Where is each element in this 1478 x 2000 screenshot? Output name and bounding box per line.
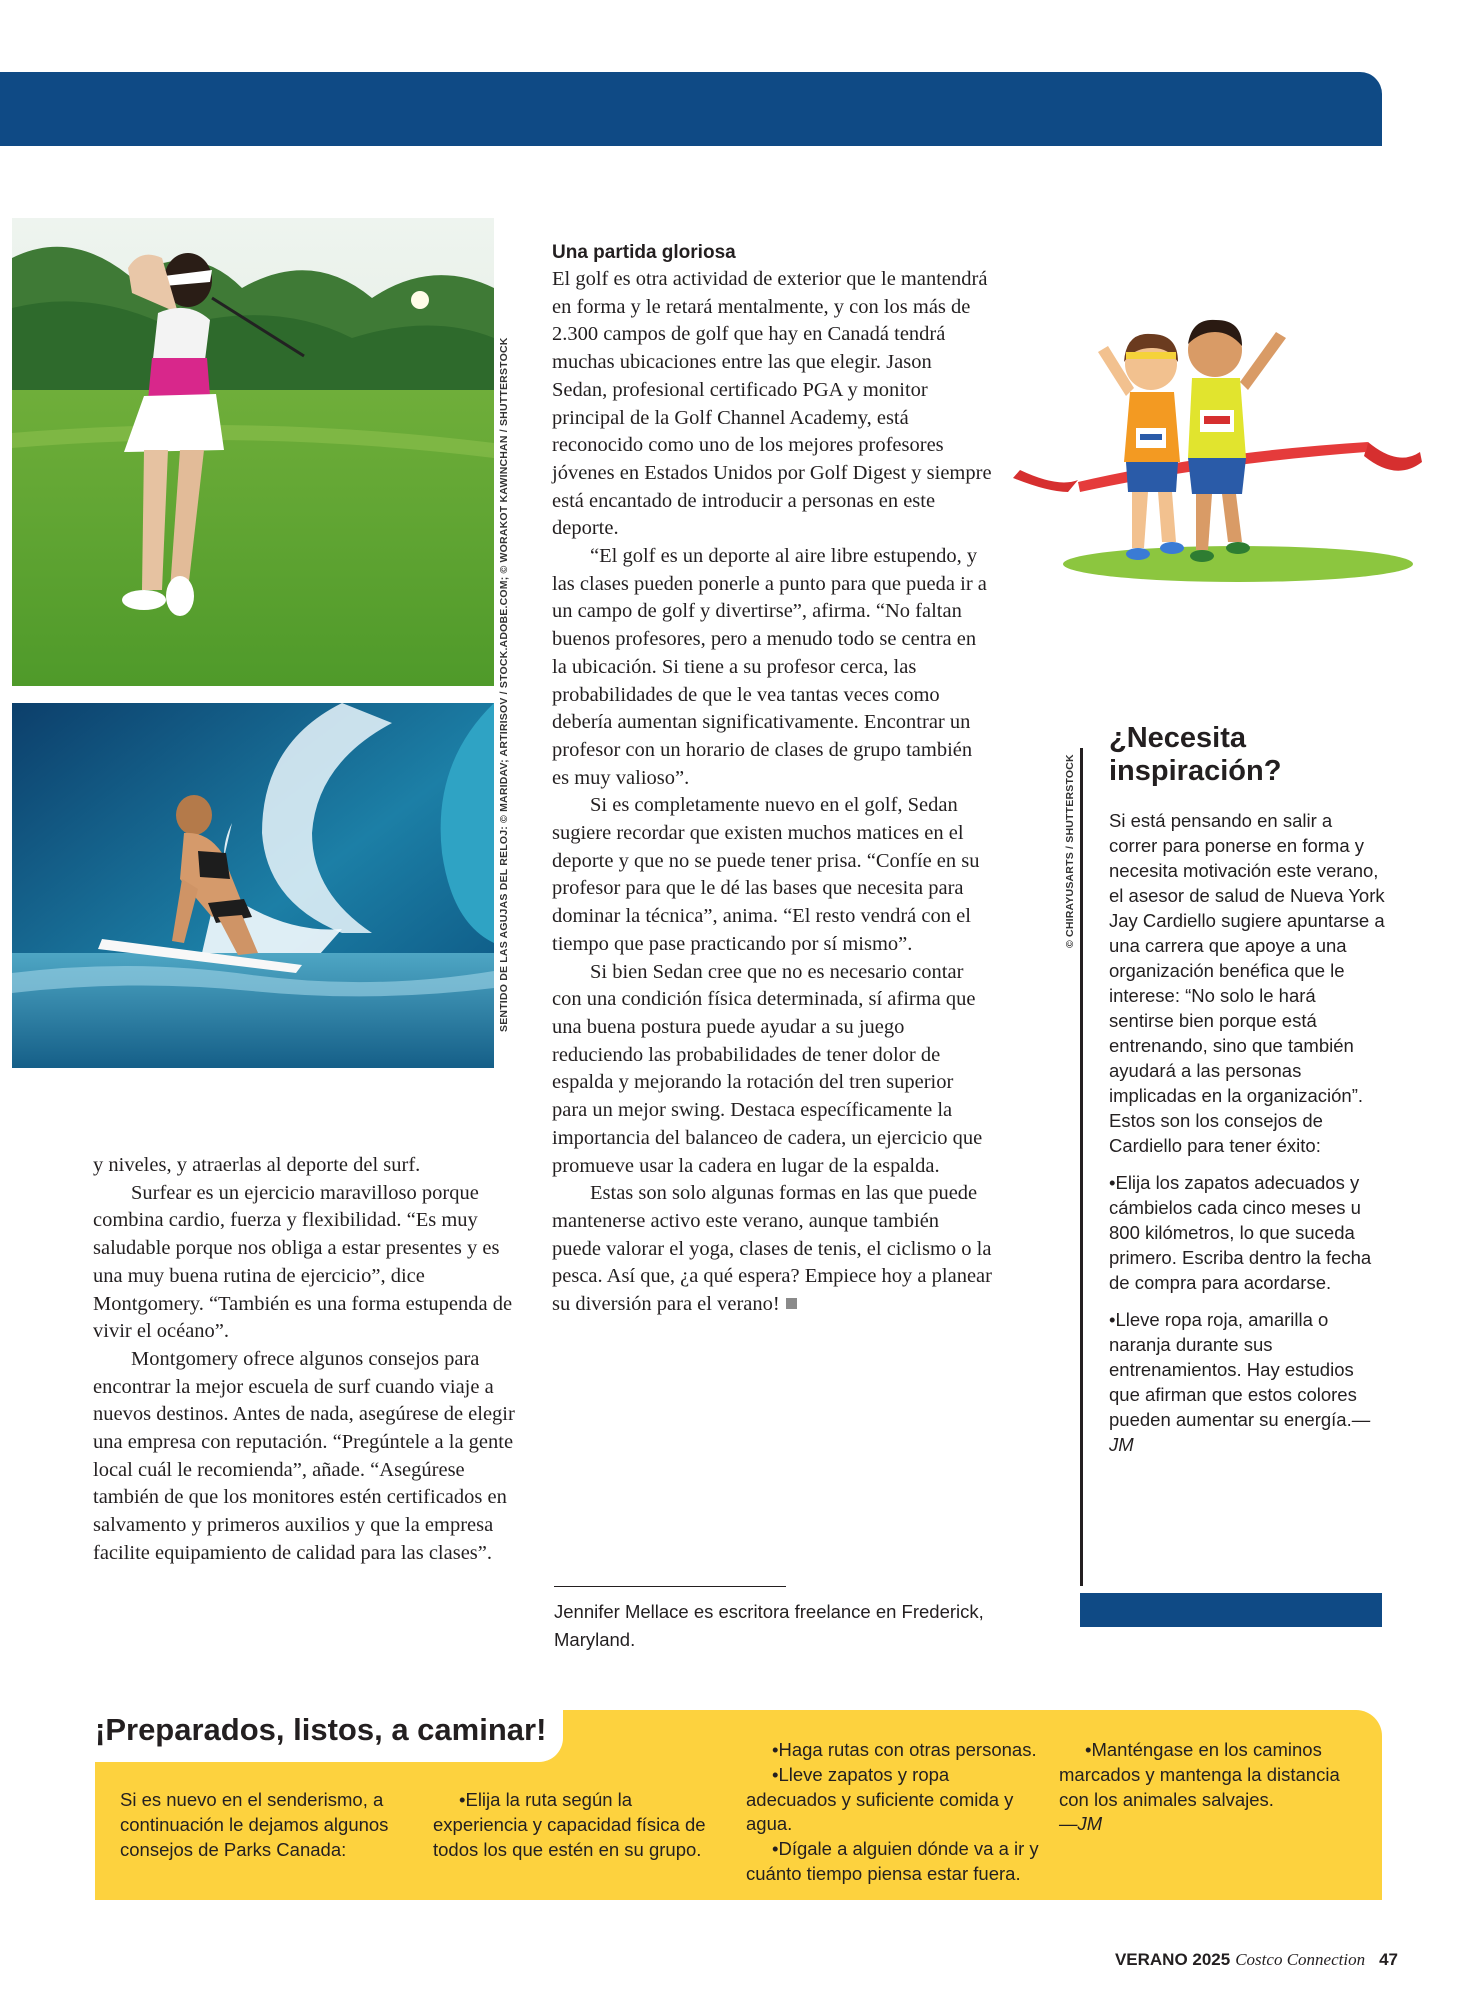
sidebar-tip: •Lleve ropa roja, amarilla o naranja durante sus entrenamientos. Hay estudios que afirman que estos colores pueden aumentar su energía. <box>1109 1309 1357 1430</box>
sidebar-signature: —JM <box>1109 1409 1371 1455</box>
top-banner-bar <box>0 72 1382 146</box>
paragraph: El golf es otra actividad de exterior que le mantendrá en forma y le retará mentalmente, y con los más de 2.300 campos de golf que hay en Canadá tendrá muchas ubicaciones entre las que elegir. Jason Sedan, profesional certificado PGA y monitor principal de la Golf Channel Academy, está reconocido como uno de los mejores profesores jóvenes en Estados Unidos por Golf Digest y siempre está encantado de introducir a personas en este deporte. <box>552 268 992 540</box>
sidebar-tip: •Elija los zapatos adecuados y cámbielos cada cinco meses u 800 kilómetros, lo que suceda primero. Escriba dentro la fecha de compra para acordarse. <box>1109 1172 1372 1293</box>
surfer-photo <box>12 703 494 1068</box>
paragraph: Montgomery ofrece algunos consejos para encontrar la mejor escuela de surf cuando viaje a nuevos destinos. Antes de nada, asegúrese de elegir una empresa con reputación. “Pregúntele a la gente local cuál le recomienda”, añade. “Asegúrese también de que los monitores estén certificados en salvamento y primeros auxilios y que la empresa facilite equipamiento de calidad para las clases”. <box>93 1347 515 1564</box>
middle-text-column <box>552 240 992 1319</box>
walking-tips-column-3 <box>1059 1738 1357 1837</box>
left-text-column <box>93 1152 523 1568</box>
illustration-credit: © CHIRAYUSARTS / SHUTTERSTOCK <box>1064 754 1076 948</box>
walking-signature: —JM <box>1059 1813 1103 1835</box>
byline-divider <box>554 1586 786 1587</box>
magazine-name: Costco Connection <box>1235 1950 1366 1969</box>
walking-tip: •Manténgase en los caminos marcados y mantenga la distancia con los animales salvajes. <box>1059 1739 1340 1810</box>
paragraph: “El golf es un deporte al aire libre estupendo, y las clases pueden ponerle a punto para que pueda ir a un campo de golf y divertirse”, afirma. “No faltan buenos profesores, pero a menudo todo se centra en la ubicación. Si tiene a su profesor cerca, las probabilidades de que le vea tantas veces como debería aumentan significativamente. Encontrar un profesor con un horario de clases de grupo también es muy valioso”. <box>552 545 987 789</box>
walking-tips-column-2 <box>746 1738 1044 1887</box>
page-footer <box>1115 1950 1398 1970</box>
golf-player-photo <box>12 218 494 686</box>
paragraph: Surfear es un ejercicio maravilloso porque combina cardio, fuerza y flexibilidad. “Es muy saludable porque nos obliga a estar presentes y es una muy buena rutina de ejercicio”, dice Montgomery. “También es una forma estupenda de vivir el océano”. <box>93 1181 513 1343</box>
edition-label: VERANO 2025 <box>1114 1950 1231 1969</box>
runners-illustration <box>1008 292 1428 592</box>
paragraph: Si es completamente nuevo en el golf, Sedan sugiere recordar que existen muchos matices en el deporte y que no se puede tener prisa. “Confíe en su profesor para que le dé las bases que necesita para dominar la técnica”, anima. “El resto vendrá con el tiempo que pase practicando por sí mismo”. <box>552 794 980 955</box>
walking-tip: •Lleve zapatos y ropa adecuados y suficiente comida y agua. <box>746 1763 1014 1835</box>
walking-tips-column-1 <box>433 1788 731 1862</box>
walking-intro: Si es nuevo en el senderismo, a continuación le dejamos algunos consejos de Parks Canada: <box>120 1789 389 1860</box>
subheading: Una partida gloriosa <box>552 242 736 263</box>
sidebar-title: ¿Necesita inspiración? <box>1109 722 1282 787</box>
end-mark-icon <box>786 1298 797 1309</box>
walking-tip: •Dígale a alguien dónde va a ir y cuánto tiempo piensa estar fuera. <box>746 1838 1039 1884</box>
sidebar-intro: Si está pensando en salir a correr para ponerse en forma y necesita motivación este verano, el asesor de salud de Nueva York Jay Cardiello sugiere apuntarse a una carrera que apoye a una organización benéfica que le interese: “No solo le hará sentirse bien porque está entrenando, sino que también ayudará a las personas implicadas en la organización”. Estos son los consejos de Cardiello para tener éxito: <box>1109 810 1385 1156</box>
inspiration-sidebar <box>1109 722 1385 1469</box>
page-number: 47 <box>1379 1950 1398 1969</box>
paragraph: y niveles, y atraerlas al deporte del surf. <box>93 1154 421 1176</box>
paragraph: Estas son solo algunas formas en las que puede mantenerse activo este verano, aunque también puede valorar el yoga, clases de tenis, el ciclismo o la pesca. Así que, ¿a qué espera? Empiece hoy a planear su diversión para el verano! <box>552 1182 992 1316</box>
walking-intro-column <box>120 1788 418 1862</box>
paragraph: Si bien Sedan cree que no es necesario contar con una condición física determinada, sí afirma que una buena postura puede ayudar a su juego reduciendo las probabilidades de tener dolor de espalda y mejorando la rotación del tren superior para un mejor swing. Destaca específicamente la importancia del balanceo de cadera, un ejercicio que promueve usar la cadera en lugar de la espalda. <box>552 960 983 1177</box>
author-byline: Jennifer Mellace es escritora freelance en Frederick, Maryland. <box>554 1601 984 1650</box>
walking-tip: •Haga rutas con otras personas. <box>772 1739 1037 1760</box>
walking-tip: •Elija la ruta según la experiencia y capacidad física de todos los que estén en su grupo. <box>433 1789 706 1860</box>
sidebar-divider <box>1080 748 1083 1586</box>
photo-credit: SENTIDO DE LAS AGUJAS DEL RELOJ: © MARIDAV; ARTIRISOV / STOCK.ADOBE.COM; © WORAKOT KAWINCHAN / SHUTTERSTOCK <box>498 337 510 1032</box>
walking-tips-title: ¡Preparados, listos, a caminar! <box>95 1712 547 1747</box>
sidebar-bottom-bar <box>1080 1593 1382 1627</box>
